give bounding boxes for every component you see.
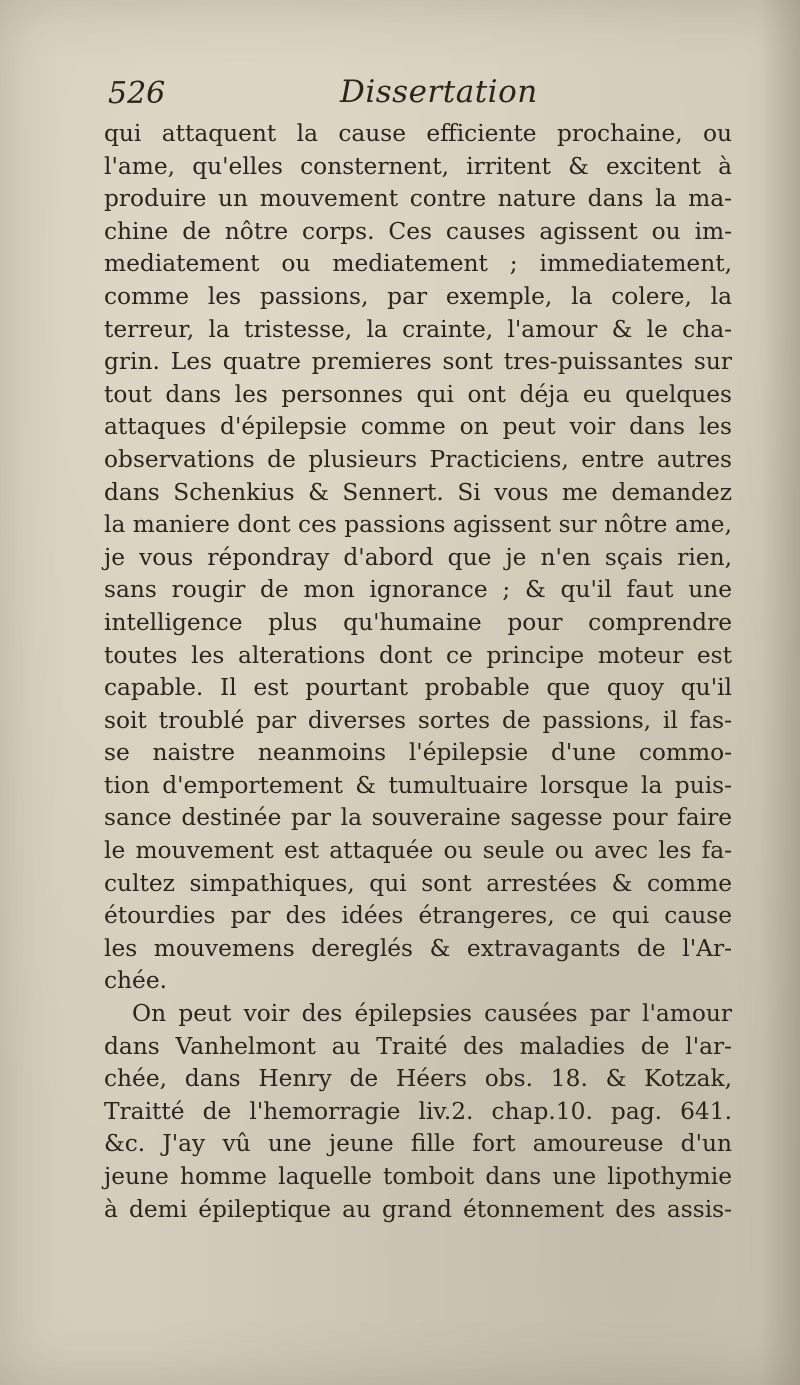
text-line: la maniere dont ces passions agissent sur nôtre ame, — [104, 511, 732, 539]
text-line: chée, dans Henry de Héers obs. 18. & Kotzak, — [104, 1065, 732, 1093]
text-line: intelligence plus qu'humaine pour comprendre — [104, 608, 732, 636]
paragraph-start-line: On peut voir des épilepsies causées par l'amour — [132, 1000, 732, 1028]
text-line: le mouvement est attaquée ou seule ou avec les fa- — [104, 837, 732, 865]
text-line: dans Vanhelmont au Traité des maladies de l'ar- — [104, 1032, 732, 1060]
page-edge-shadow — [760, 0, 800, 1385]
text-line: produire un mouvement contre nature dans la ma- — [104, 185, 732, 213]
text-line: cultez simpathiques, qui sont arrestées & comme — [104, 869, 732, 897]
text-line: qui attaquent la cause efficiente prochaine, ou — [104, 120, 732, 147]
page-number: 526 — [108, 76, 166, 111]
text-line: mediatement ou mediatement ; immediatement, — [104, 250, 732, 278]
text-line: toutes les alterations dont ce principe moteur est — [104, 641, 732, 669]
text-line: je vous répondray d'abord que je n'en sçais rien, — [104, 543, 732, 571]
text-line: attaques d'épilepsie comme on peut voir dans les — [104, 413, 732, 441]
text-line: &c. J'ay vû une jeune fille fort amoureuse d'un — [104, 1130, 732, 1158]
text-line: l'ame, qu'elles consternent, irritent & excitent à — [104, 152, 732, 180]
text-line: sance destinée par la souveraine sagesse pour faire — [104, 804, 732, 832]
text-line: sans rougir de mon ignorance ; & qu'il faut une — [104, 576, 732, 604]
page-header — [104, 72, 704, 122]
text-line: étourdies par des idées étrangeres, ce qui cause — [104, 902, 732, 930]
text-line: chine de nôtre corps. Ces causes agissent ou im- — [104, 217, 732, 245]
running-head: Dissertation — [340, 74, 538, 110]
text-line: à demi épileptique au grand étonnement des assis- — [104, 1195, 732, 1223]
text-line: capable. Il est pourtant probable que quoy qu'il — [104, 674, 732, 702]
text-line: grin. Les quatre premieres sont tres-puissantes sur — [104, 348, 732, 376]
text-line: comme les passions, par exemple, la colere, la — [104, 282, 732, 310]
body-text — [104, 118, 732, 1226]
text-line: tout dans les personnes qui ont déja eu quelques — [104, 380, 732, 408]
text-line: observations de plusieurs Practiciens, entre autres — [104, 445, 732, 473]
text-line: terreur, la tristesse, la crainte, l'amour & le cha- — [104, 315, 732, 343]
text-line: les mouvemens dereglés & extravagants de l'Ar- — [104, 934, 732, 962]
text-line: jeune homme laquelle tomboit dans une lipothymie — [104, 1163, 732, 1190]
text-line: Traitté de l'hemorragie liv.2. chap.10. pag. 641. — [104, 1097, 732, 1125]
text-line: se naistre neanmoins l'épilepsie d'une commo- — [104, 739, 732, 767]
text-line: tion d'emportement & tumultuaire lorsque la puis- — [104, 771, 732, 799]
text-line: soit troublé par diverses sortes de passions, il fas- — [104, 706, 732, 734]
text-line: dans Schenkius & Sennert. Si vous me demandez — [104, 478, 732, 506]
text-line: chée. — [104, 967, 168, 995]
